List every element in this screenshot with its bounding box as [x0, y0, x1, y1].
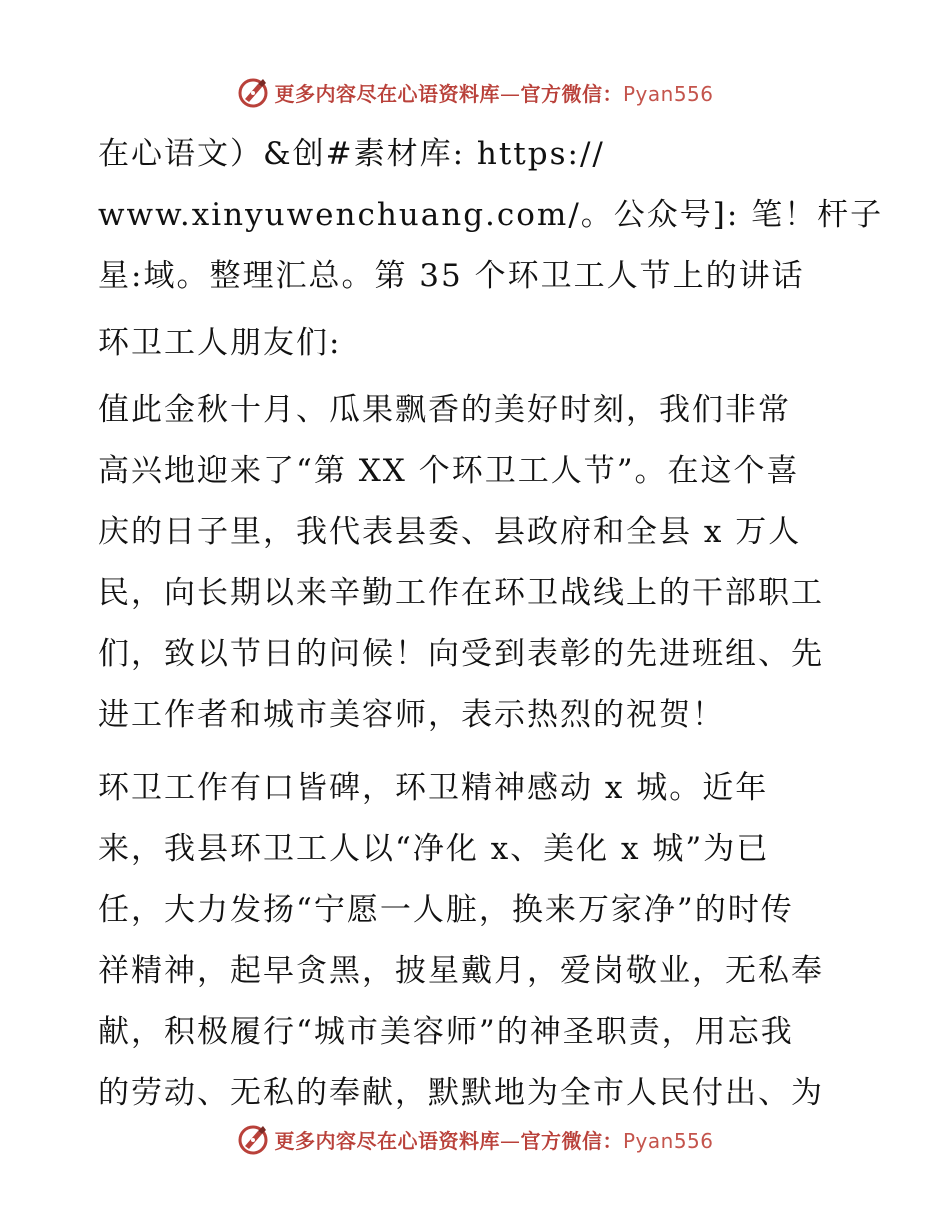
text-line: 来，我县环卫工人以“净化 x、美化 x 城”为已 [98, 831, 770, 867]
banner-main-text: 更多内容尽在心语资料库 [274, 1128, 500, 1153]
banner-separator: — [499, 81, 521, 106]
banner-wechat-id: Pyan556 [622, 1128, 714, 1153]
banner-text [274, 1125, 713, 1154]
pen-logo-icon [236, 1122, 270, 1156]
text-line: 在心语文）&创#素材库: https:// [98, 136, 605, 172]
text-line: 值此金秋十月、瓜果飘香的美好时刻，我们非常 [98, 392, 791, 428]
text-line: 任，大力发扬“宁愿一人脏，换来万家净”的时传 [98, 892, 794, 928]
pen-logo-icon [236, 75, 270, 109]
text-line: 环卫工作有口皆碑，环卫精神感动 x 城。近年 [98, 770, 769, 806]
salutation-line: 环卫工人朋友们: [98, 325, 342, 361]
banner-main-text: 更多内容尽在心语资料库 [274, 81, 500, 106]
banner-sub-text: 官方微信： [520, 1128, 623, 1153]
document-body [98, 124, 884, 1124]
header-banner [0, 72, 950, 112]
text-line: 祥精神，起早贪黑，披星戴月，爱岗敬业，无私奉 [98, 953, 824, 989]
text-line: 星:域。整理汇总。第 35 个环卫工人节上的讲话 [98, 258, 805, 294]
text-line: 高兴地迎来了“第 XX 个环卫工人节”。在这个喜 [98, 453, 800, 489]
banner-sub-text: 官方微信： [520, 81, 623, 106]
text-line: 民，向长期以来辛勤工作在环卫战线上的干部职工 [98, 575, 824, 611]
banner-wechat-id: Pyan556 [622, 81, 714, 106]
banner-text [274, 78, 713, 107]
text-line: 庆的日子里，我代表县委、县政府和全县 x 万人 [98, 514, 802, 550]
text-line: 们，致以节日的问候！向受到表彰的先进班组、先 [98, 636, 824, 672]
text-line: 的劳动、无私的奉献，默默地为全市人民付出、为 [98, 1075, 824, 1111]
text-line: 献，积极履行“城市美容师”的神圣职责，用忘我 [98, 1014, 794, 1050]
banner-separator: — [499, 1128, 521, 1153]
text-line: www.xinyuwenchuang.com/。公众号]: 笔！杆子 [98, 197, 884, 233]
footer-banner [0, 1119, 950, 1159]
text-line: 进工作者和城市美容师，表示热烈的祝贺！ [98, 697, 725, 733]
